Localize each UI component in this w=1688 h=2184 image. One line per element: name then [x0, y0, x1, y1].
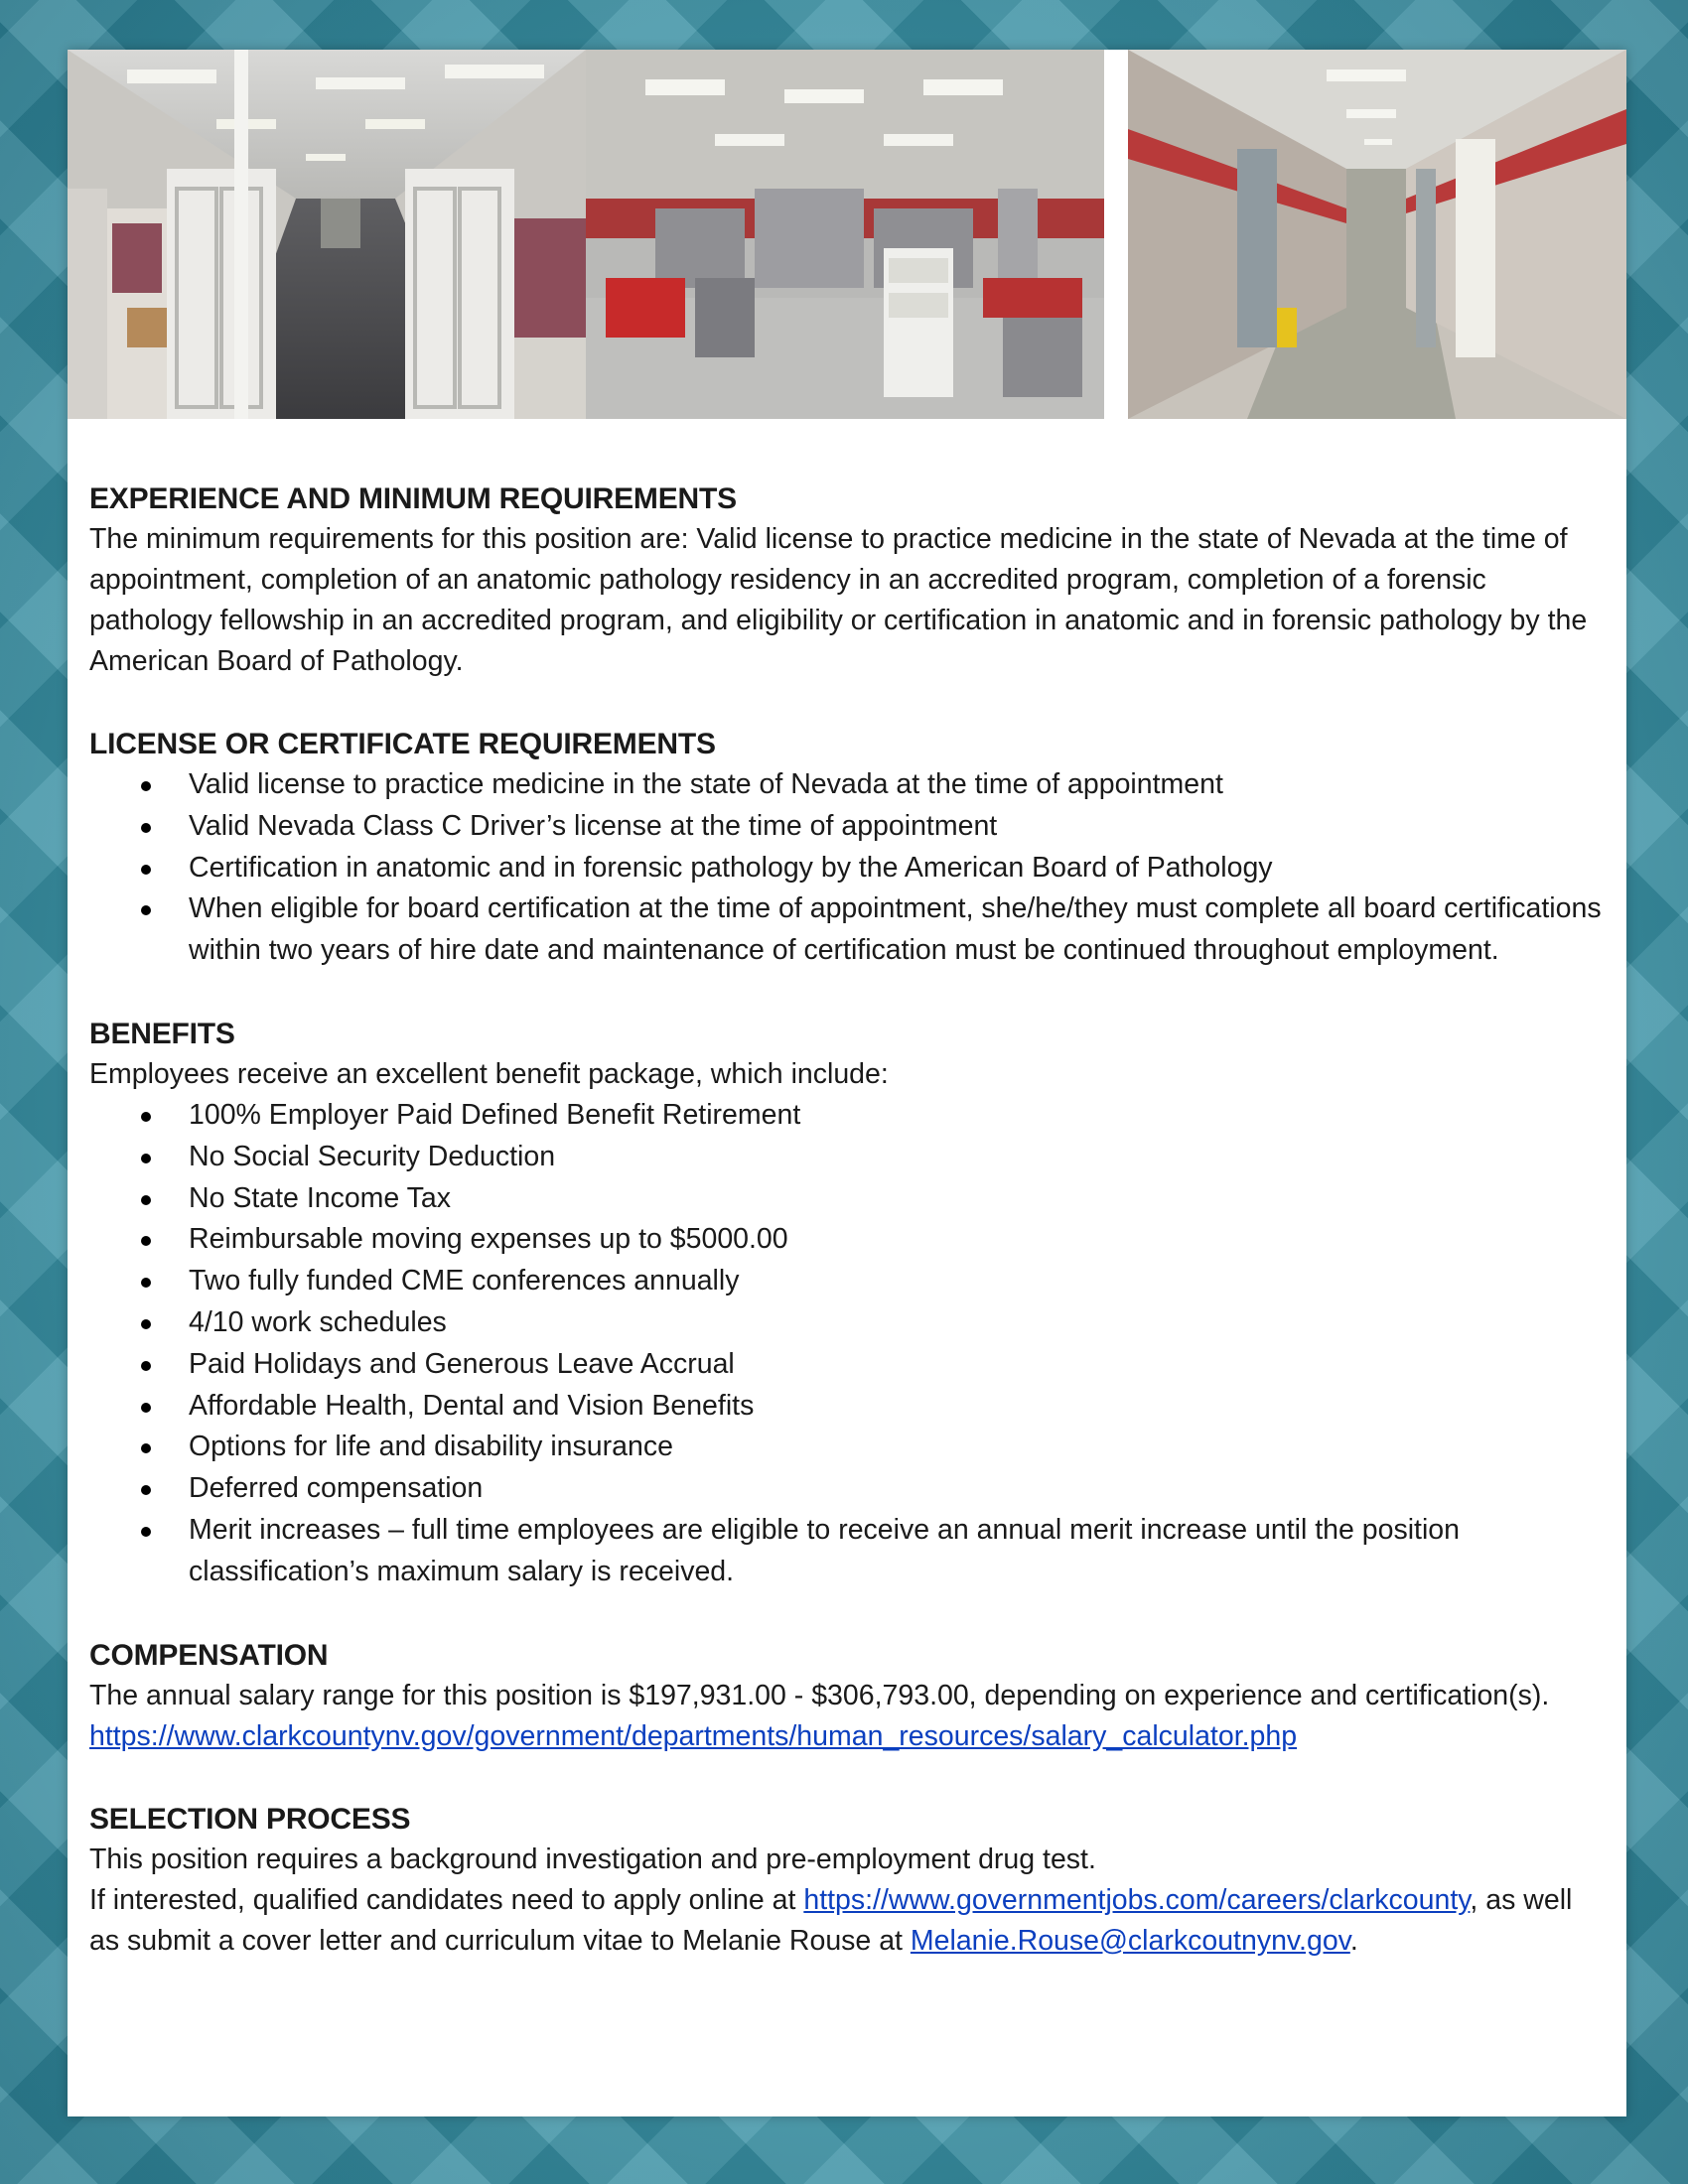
compensation-heading: COMPENSATION: [89, 1638, 329, 1672]
bullet-icon: [141, 1527, 151, 1537]
bullet-icon: [141, 1361, 151, 1371]
benefits-list: [89, 1095, 1609, 1593]
bullet-icon: [141, 905, 151, 915]
license-section: [89, 724, 1609, 972]
list-item: No State Income Tax: [89, 1178, 1609, 1220]
bullet-icon: [141, 865, 151, 875]
bullet-icon: [141, 1195, 151, 1205]
bullet-icon: [141, 781, 151, 791]
document-body: [89, 478, 1609, 2003]
list-item: When eligible for board certification at the time of appointment, she/he/they must complete all board certifications within two years of hire date and maintenance of certification must be continued throughout employment.: [89, 888, 1609, 972]
selection-line-2: If interested, qualified candidates need to apply online at https://www.governmentjobs.com/careers/clarkcounty, as well as submit a cover letter and curriculum vitae to Melanie Rouse at Melanie.Rouse@clarkcoutnynv.gov.: [89, 1883, 1573, 1957]
compensation-section: [89, 1635, 1609, 1757]
list-item: Valid Nevada Class C Driver’s license at the time of appointment: [89, 806, 1609, 848]
salary-calculator-link[interactable]: https://www.clarkcountynv.gov/government/departments/human_resources/salary_calculator.php: [89, 1719, 1298, 1752]
list-item: Merit increases – full time employees are eligible to receive an annual merit increase until the position classification’s maximum salary is received.: [89, 1510, 1609, 1593]
corridor-photo: [1128, 50, 1626, 419]
selection-line-1: This position requires a background investigation and pre-employment drug test.: [89, 1843, 1096, 1875]
selection-section: [89, 1799, 1609, 1962]
experience-section: [89, 478, 1609, 682]
experience-heading: EXPERIENCE AND MINIMUM REQUIREMENTS: [89, 482, 737, 515]
bullet-icon: [141, 1403, 151, 1413]
bullet-icon: [141, 1443, 151, 1453]
benefits-intro: Employees receive an excellent benefit package, which include:: [89, 1057, 889, 1090]
selection-heading: SELECTION PROCESS: [89, 1802, 411, 1836]
experience-body: The minimum requirements for this position are: Valid license to practice medicine in the state of Nevada at the time of appointment, completion of an anatomic pathology residency in an accredited program, completion of a forensic pathology fellowship in an accredited program, and eligibility or certification in anatomic and in forensic pathology by the American Board of Pathology.: [89, 523, 1588, 677]
license-list: [89, 764, 1609, 972]
photo-strip: [68, 50, 1626, 419]
list-item: Affordable Health, Dental and Vision Benefits: [89, 1386, 1609, 1428]
list-item: 100% Employer Paid Defined Benefit Retirement: [89, 1095, 1609, 1137]
bullet-icon: [141, 1154, 151, 1163]
benefits-section: [89, 1014, 1609, 1593]
benefits-heading: BENEFITS: [89, 1017, 235, 1050]
bullet-icon: [141, 1485, 151, 1495]
bullet-icon: [141, 1112, 151, 1122]
license-heading: LICENSE OR CERTIFICATE REQUIREMENTS: [89, 728, 716, 760]
bullet-icon: [141, 1319, 151, 1329]
bullet-icon: [141, 823, 151, 833]
list-item: No Social Security Deduction: [89, 1137, 1609, 1178]
document-page: [68, 50, 1626, 2116]
autopsy-lab-photo: [586, 50, 1104, 419]
list-item: Options for life and disability insurance: [89, 1427, 1609, 1468]
list-item: Certification in anatomic and in forensic pathology by the American Board of Pathology: [89, 848, 1609, 889]
office-hallway-photo: [68, 50, 586, 419]
list-item: Deferred compensation: [89, 1468, 1609, 1510]
bullet-icon: [141, 1236, 151, 1246]
compensation-body: The annual salary range for this position is $197,931.00 - $306,793.00, depending on experience and certification(s).: [89, 1679, 1550, 1711]
contact-email-link[interactable]: Melanie.Rouse@clarkcoutnynv.gov: [910, 1924, 1350, 1957]
list-item: 4/10 work schedules: [89, 1302, 1609, 1344]
list-item: Two fully funded CME conferences annually: [89, 1261, 1609, 1302]
bullet-icon: [141, 1278, 151, 1288]
list-item: Reimbursable moving expenses up to $5000.00: [89, 1219, 1609, 1261]
list-item: Valid license to practice medicine in the state of Nevada at the time of appointment: [89, 764, 1609, 806]
apply-online-link[interactable]: https://www.governmentjobs.com/careers/clarkcounty: [803, 1883, 1471, 1916]
list-item: Paid Holidays and Generous Leave Accrual: [89, 1344, 1609, 1386]
